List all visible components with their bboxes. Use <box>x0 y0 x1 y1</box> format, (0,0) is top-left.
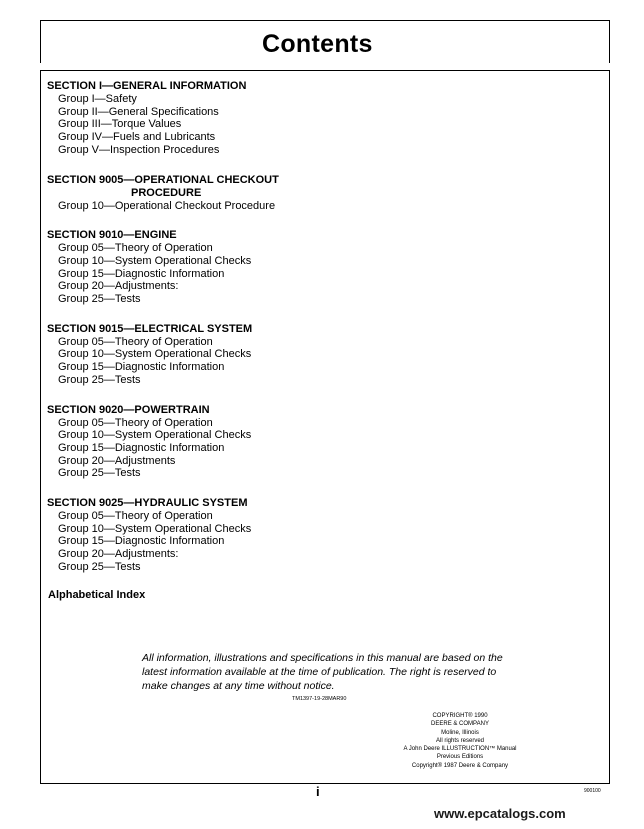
group-item[interactable]: Group IV—Fuels and Lubricants <box>58 131 216 144</box>
group-item[interactable]: Group 15—Diagnostic Information <box>58 361 225 374</box>
group-item[interactable]: Group 15—Diagnostic Information <box>58 535 225 548</box>
copyright-line: All rights reserved <box>435 737 485 744</box>
disclaimer-notice: All information, illustrations and specifications in this manual are based on the latest information available at the time of publication. The right is reserved to make changes at any time without notice. <box>142 652 503 692</box>
group-item[interactable]: Group 05—Theory of Operation <box>58 510 213 523</box>
group-item[interactable]: Group I—Safety <box>58 93 137 105</box>
group-item[interactable]: Group III—Torque Values <box>58 118 182 131</box>
watermark: www.epcatalogs.com <box>434 806 566 821</box>
group-item[interactable]: Group 10—System Operational Checks <box>58 254 252 267</box>
corner-code: 900100 <box>584 788 601 794</box>
group-item[interactable]: Group II—General Specifications <box>58 105 219 118</box>
group-item[interactable]: Group 20—Adjustments: <box>58 280 179 293</box>
toc-section <box>47 497 279 574</box>
group-item[interactable]: Group 25—Tests <box>58 373 141 386</box>
group-item[interactable]: Group 10—System Operational Checks <box>58 348 252 361</box>
group-item[interactable]: Group 10—Operational Checkout Procedure <box>58 199 276 212</box>
copyright-line: A John Deere ILLUSTRUCTION™ Manual <box>403 746 517 753</box>
group-item[interactable]: Group 05—Theory of Operation <box>58 416 213 429</box>
group-item[interactable]: Group 25—Tests <box>58 560 141 573</box>
group-item[interactable]: Group 20—Adjustments <box>58 454 176 467</box>
copyright-block <box>380 712 540 770</box>
copyright-line: Copyright® 1987 Deere & Company <box>411 762 509 769</box>
toc-section <box>47 174 279 213</box>
page-number: i <box>316 784 320 799</box>
toc-section <box>47 229 279 306</box>
toc-section <box>47 80 279 157</box>
section-title-continued[interactable]: PROCEDURE <box>131 186 202 199</box>
alphabetical-index-link[interactable]: Alphabetical Index <box>48 588 146 601</box>
section-title[interactable]: SECTION I—GENERAL INFORMATION <box>47 80 247 92</box>
group-item[interactable]: Group 20—Adjustments: <box>58 548 179 561</box>
copyright-line: DEERE & COMPANY <box>431 721 489 728</box>
document-code: TM1397-19-28MAR90 <box>292 696 347 702</box>
section-title[interactable]: SECTION 9005—OPERATIONAL CHECKOUT <box>47 173 279 186</box>
group-item[interactable]: Group 05—Theory of Operation <box>58 242 213 255</box>
table-of-contents <box>47 80 279 602</box>
section-title[interactable]: SECTION 9015—ELECTRICAL SYSTEM <box>47 322 253 335</box>
group-item[interactable]: Group 25—Tests <box>58 467 141 480</box>
page-title: Contents <box>262 30 373 58</box>
copyright-line: Moline, Illinois <box>441 729 479 736</box>
copyright-line: COPYRIGHT® 1990 <box>432 713 488 719</box>
group-item[interactable]: Group V—Inspection Procedures <box>58 143 220 156</box>
group-item[interactable]: Group 25—Tests <box>58 293 141 306</box>
group-item[interactable]: Group 15—Diagnostic Information <box>58 267 225 280</box>
section-title[interactable]: SECTION 9020—POWERTRAIN <box>47 403 210 416</box>
group-item[interactable]: Group 10—System Operational Checks <box>58 429 252 442</box>
group-item[interactable]: Group 05—Theory of Operation <box>58 335 213 348</box>
toc-section <box>47 404 279 481</box>
copyright-line: Previous Editions <box>436 754 484 761</box>
group-item[interactable]: Group 15—Diagnostic Information <box>58 441 225 454</box>
section-title[interactable]: SECTION 9025—HYDRAULIC SYSTEM <box>47 497 248 510</box>
group-item[interactable]: Group 10—System Operational Checks <box>58 522 252 535</box>
toc-section <box>47 323 279 387</box>
section-title[interactable]: SECTION 9010—ENGINE <box>47 229 177 242</box>
